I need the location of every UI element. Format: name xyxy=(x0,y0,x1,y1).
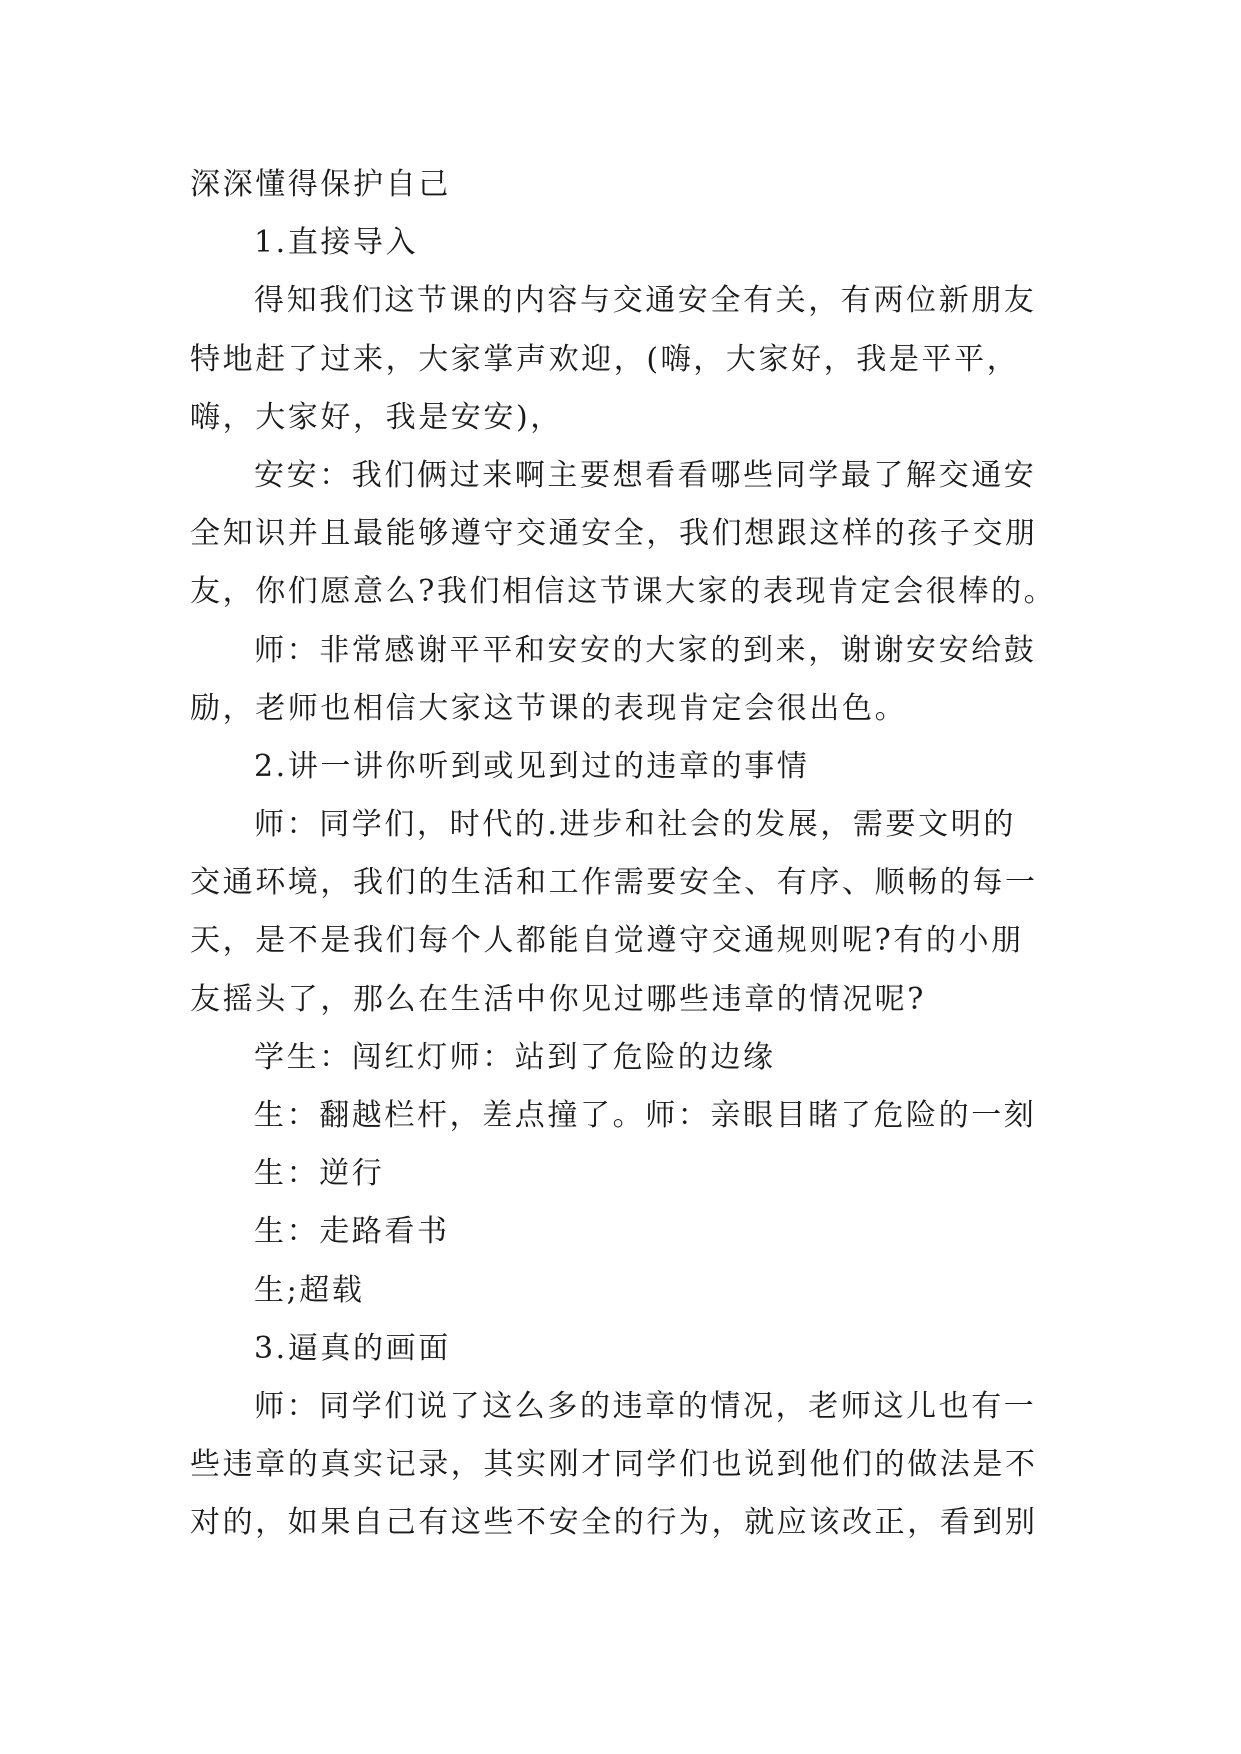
text-line: 对的，如果自己有这些不安全的行为，就应该改正，看到别 xyxy=(190,1505,1038,1541)
text-line: 全知识并且最能够遵守交通安全，我们想跟这样的孩子交朋 xyxy=(190,516,1038,552)
text-line: 友摇头了，那么在生活中你见过哪些违章的情况呢? xyxy=(190,981,926,1017)
text-line: 友，你们愿意么?我们相信这节课大家的表现肯定会很棒的。 xyxy=(190,574,1057,610)
text-line: 生;超载 xyxy=(254,1272,365,1308)
text-line: 深深懂得保护自己 xyxy=(190,167,451,202)
text-line: 师：非常感谢平平和安安的大家的到来，谢谢安安给鼓 xyxy=(254,632,1037,668)
text-line: 交通环境，我们的生活和工作需要安全、有序、顺畅的每一 xyxy=(190,865,1038,901)
text-line: 1.直接导入 xyxy=(254,225,419,261)
text-line: 励，老师也相信大家这节课的表现肯定会很出色。 xyxy=(190,690,908,726)
text-line: 3.逼真的画面 xyxy=(254,1330,451,1366)
text-line: 嗨，大家好，我是安安)， xyxy=(190,399,563,435)
text-line: 生：翻越栏杆，差点撞了。师：亲眼目睹了危险的一刻 xyxy=(254,1098,1037,1133)
text-line: 生：逆行 xyxy=(254,1156,385,1192)
text-line: 学生：闯红灯师：站到了危险的边缘 xyxy=(254,1039,776,1075)
text-line: 生：走路看书 xyxy=(254,1214,450,1250)
text-line: 师：同学们，时代的.进步和社会的发展，需要文明的 xyxy=(254,807,1016,843)
text-line: 师：同学们说了这么多的违章的情况，老师这儿也有一 xyxy=(254,1388,1037,1424)
text-line: 些违章的真实记录，其实刚才同学们也说到他们的做法是不 xyxy=(190,1447,1038,1483)
text-line: 安安：我们俩过来啊主要想看看哪些同学最了解交通安 xyxy=(254,457,1037,493)
text-line: 天，是不是我们每个人都能自觉遵守交通规则呢?有的小朋 xyxy=(190,923,1024,959)
text-line: 特地赶了过来，大家掌声欢迎，(嗨，大家好，我是平平， xyxy=(190,341,1020,377)
text-line: 得知我们这节课的内容与交通安全有关，有两位新朋友 xyxy=(254,283,1037,319)
document-body xyxy=(190,156,1070,1553)
text-line: 2.讲一讲你听到或见到过的违章的事情 xyxy=(254,748,810,784)
